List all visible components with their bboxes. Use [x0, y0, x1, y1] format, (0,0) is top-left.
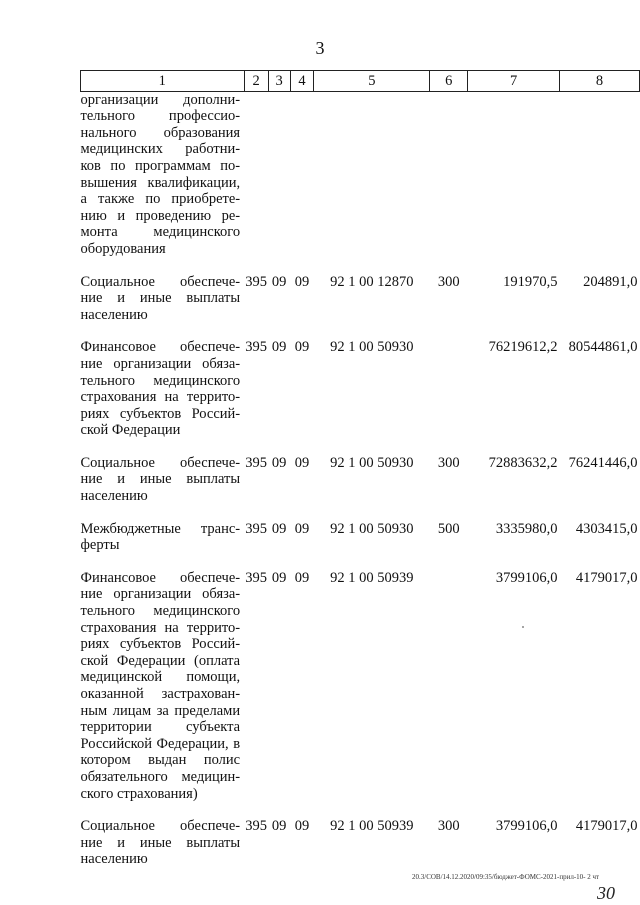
admin-code: 395 [245, 454, 267, 471]
section-code: 09 [271, 569, 287, 586]
amount-col7: 72883632,2 [488, 454, 558, 471]
page-number: 3 [315, 38, 325, 58]
section-code: 09 [271, 454, 287, 471]
target-item-code: 92 1 00 50930 [330, 520, 414, 537]
column-header: 1 [81, 71, 245, 92]
item-name [81, 455, 245, 521]
amount-col7: 3335980,0 [495, 520, 558, 537]
column-header: 3 [268, 71, 290, 92]
subsection-code: 09 [294, 273, 310, 290]
expense-type-code: 300 [437, 818, 460, 835]
section-code: 09 [271, 339, 287, 356]
column-header: 8 [560, 71, 640, 92]
amount-col7 [468, 91, 560, 273]
handwritten-page-mark: 30 [597, 883, 615, 903]
section-code: 09 [271, 273, 287, 290]
column-header: 4 [290, 71, 314, 92]
column-header: 2 [244, 71, 268, 92]
subsection-code: 09 [294, 520, 310, 537]
amount-col7: 76219612,2 [488, 339, 558, 356]
table-row [81, 521, 640, 570]
admin-code [244, 91, 268, 273]
expense-type-code: 500 [437, 520, 460, 537]
item-name-text: организации дополни-тельного профессио-нального образования медицинских работни-ков по программам по-вышения квалификации, а также по приобрете-нию и проведению ре-монта медицинского оборудования [80, 91, 241, 257]
target-item-code: 92 1 00 50930 [330, 339, 414, 356]
item-name-text: Социальное обеспече-ние и иные выплаты населению [80, 454, 241, 505]
item-name-text: Межбюджетные транс-ферты [80, 520, 241, 554]
amount-col8 [560, 91, 640, 273]
column-number-row [81, 71, 640, 92]
item-name [81, 339, 245, 455]
subsection-code: 09 [294, 569, 310, 586]
expense-type-code: 300 [437, 454, 460, 471]
section-code [268, 91, 290, 273]
item-name [81, 818, 245, 884]
item-name [81, 274, 245, 340]
admin-code: 395 [245, 818, 267, 835]
table-row [81, 570, 640, 818]
item-name [81, 521, 245, 570]
table-row [81, 91, 640, 273]
item-name-text: Финансовое обеспече-ние организации обяза-тельного медицинского страхования на террито-риях субъектов Россий-ской Федерации (оплата медицинской помощи, оказанной застрахован-ным лицам за пределами территории субъекта Российской Федерации, в котором выдан полис обязательного медицин-ского страхования) [80, 569, 241, 802]
amount-col7: 3799106,0 [495, 569, 558, 586]
target-item-code: 92 1 00 50930 [330, 454, 414, 471]
table-row [81, 455, 640, 521]
expense-type-code [430, 570, 468, 818]
section-code: 09 [271, 818, 287, 835]
item-name-text: Финансовое обеспече-ние организации обяза-тельного медицинского страхования на террито-риях субъектов Россий-ской Федерации [80, 339, 241, 439]
item-name-text: Социальное обеспече-ние и иные выплаты населению [80, 273, 241, 323]
item-name [81, 91, 245, 273]
expense-type-code [430, 339, 468, 455]
admin-code: 395 [245, 339, 267, 356]
column-header: 7 [468, 71, 560, 92]
admin-code: 395 [245, 520, 267, 537]
admin-code: 395 [245, 569, 267, 586]
expense-type-code [430, 91, 468, 273]
amount-col8: 4303415,0 [575, 520, 638, 537]
subsection-code: 09 [294, 339, 310, 356]
column-header: 5 [314, 71, 430, 92]
subsection-code: 09 [294, 454, 310, 471]
table-row [81, 339, 640, 455]
item-name-text: Социальное обеспече-ние и иные выплаты населению [80, 818, 241, 868]
target-item-code: 92 1 00 50939 [330, 818, 414, 835]
item-name [81, 570, 245, 818]
scan-speck [522, 626, 524, 628]
footer-file-reference: 20.3/СОВ/14.12.2020/09:35/бюджет-ФОМС-2021-прил-10- 2 чт [412, 873, 600, 881]
section-code: 09 [271, 520, 287, 537]
expense-type-code: 300 [437, 273, 460, 290]
amount-col8: 204891,0 [583, 273, 638, 290]
admin-code: 395 [245, 273, 267, 290]
column-header: 6 [430, 71, 468, 92]
amount-col7: 191970,5 [503, 273, 558, 290]
amount-col8: 76241446,0 [568, 454, 638, 471]
budget-table [80, 70, 640, 884]
subsection-code: 09 [294, 818, 310, 835]
table-row [81, 274, 640, 340]
amount-col7: 3799106,0 [495, 818, 558, 835]
amount-col8: 4179017,0 [575, 818, 638, 835]
target-item-code: 92 1 00 50939 [330, 569, 414, 586]
amount-col8: 80544861,0 [568, 339, 638, 356]
target-item-code: 92 1 00 12870 [330, 273, 414, 290]
subsection-code [290, 91, 314, 273]
target-item-code [314, 91, 430, 273]
amount-col8: 4179017,0 [575, 569, 638, 586]
